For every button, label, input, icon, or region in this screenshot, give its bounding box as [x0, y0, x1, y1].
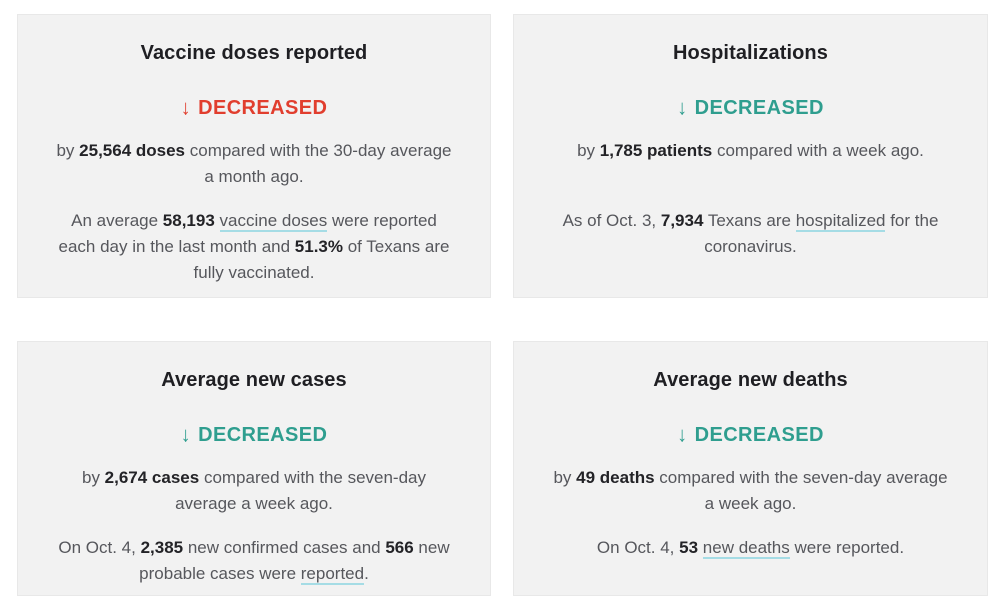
stat-value: 51.3%: [294, 237, 343, 256]
card-paragraph-comparison: [551, 465, 951, 517]
inline-link-new-deaths[interactable]: new deaths: [702, 538, 790, 557]
inline-link-reported[interactable]: reported: [300, 564, 365, 583]
text-segment: [215, 211, 220, 230]
stat-value: 2,674 cases: [104, 468, 200, 487]
text-segment: for the coronavirus.: [704, 211, 939, 256]
card-paragraph-comparison: [551, 138, 951, 190]
trend-label: DECREASED: [694, 97, 824, 119]
stat-value: 7,934: [660, 211, 704, 230]
stat-card-vaccine-doses: [17, 14, 491, 298]
text-segment: new probable cases were: [139, 538, 450, 583]
trend-label: DECREASED: [198, 97, 328, 119]
text-segment: compared with the seven-day average a week ago.: [654, 468, 948, 513]
card-paragraph-detail: [54, 535, 454, 587]
text-segment: An average: [71, 211, 163, 230]
card-title: Hospitalizations: [673, 42, 828, 64]
text-segment: by: [81, 468, 105, 487]
text-segment: As of Oct. 3,: [562, 211, 661, 230]
text-segment: On Oct. 4,: [596, 538, 680, 557]
card-paragraph-comparison: [54, 138, 454, 190]
card-paragraphs: [542, 465, 959, 561]
text-segment: by: [577, 141, 600, 160]
card-title: Average new cases: [161, 369, 347, 391]
text-segment: by: [553, 468, 577, 487]
text-segment: On Oct. 4,: [58, 538, 141, 557]
trend-indicator: [542, 423, 959, 447]
card-paragraph-detail: [551, 535, 951, 561]
trend-label: DECREASED: [198, 424, 328, 446]
text-segment: .: [364, 564, 369, 583]
down-arrow-icon: ↓: [677, 423, 688, 447]
trend-indicator: [542, 96, 959, 120]
stat-value: 25,564 doses: [79, 141, 186, 160]
text-segment: compared with a week ago.: [712, 141, 924, 160]
text-segment: of Texans are fully vaccinated.: [193, 237, 450, 282]
stat-value: 566: [385, 538, 414, 557]
inline-link-vaccine-doses[interactable]: vaccine doses: [219, 211, 328, 230]
card-paragraph-comparison: [54, 465, 454, 517]
card-title: Average new deaths: [653, 369, 848, 391]
text-segment: new confirmed cases and: [183, 538, 386, 557]
stat-value: 49 deaths: [576, 468, 655, 487]
text-segment: by: [56, 141, 80, 160]
card-paragraphs: [542, 138, 959, 260]
card-title: Vaccine doses reported: [140, 42, 368, 64]
inline-link-hospitalized[interactable]: hospitalized: [795, 211, 886, 230]
text-segment: compared with the 30-day average a month ago.: [185, 141, 452, 186]
trend-indicator: [46, 96, 462, 120]
stat-value: 58,193: [162, 211, 215, 230]
text-segment: were reported.: [789, 538, 905, 557]
stat-card-average-new-deaths: [513, 341, 988, 596]
trend-label: DECREASED: [694, 424, 824, 446]
text-segment: Texans are: [703, 211, 796, 230]
down-arrow-icon: ↓: [180, 96, 192, 120]
stat-value: 2,385: [140, 538, 184, 557]
stat-value: 53: [679, 538, 699, 557]
card-paragraphs: [46, 465, 462, 587]
card-paragraph-detail: [54, 208, 454, 286]
stat-value: 1,785 patients: [599, 141, 713, 160]
card-paragraph-detail: [551, 208, 951, 260]
trend-indicator: [46, 423, 462, 447]
stat-card-hospitalizations: [513, 14, 988, 298]
card-paragraphs: [46, 138, 462, 286]
down-arrow-icon: ↓: [180, 423, 192, 447]
text-segment: were reported each day in the last month and: [58, 211, 437, 256]
stat-card-average-new-cases: [17, 341, 491, 596]
text-segment: compared with the seven-day average a week ago.: [175, 468, 427, 513]
down-arrow-icon: ↓: [677, 96, 688, 120]
